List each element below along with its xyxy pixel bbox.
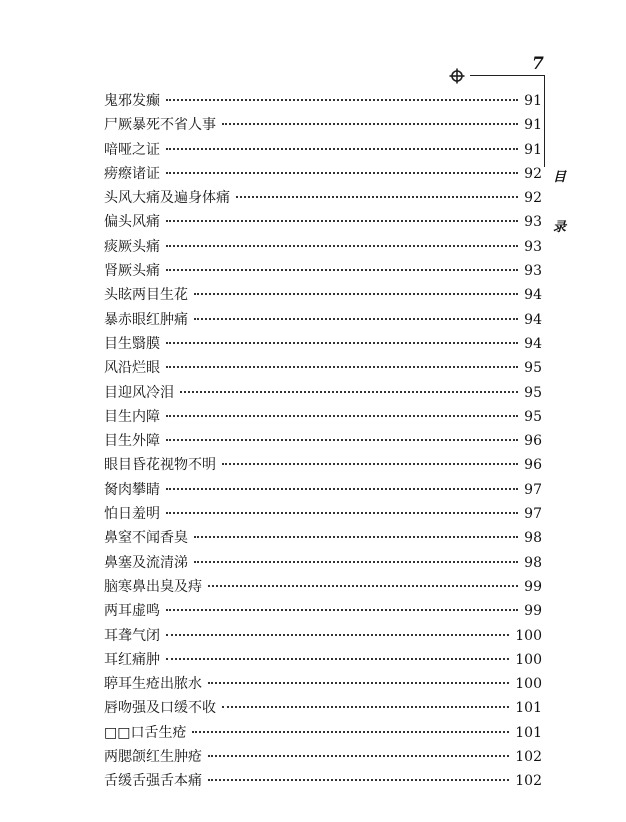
dot-leader	[222, 706, 509, 708]
toc-entry-page: 98	[524, 554, 542, 571]
toc-entry[interactable]	[104, 333, 542, 357]
dot-leader	[208, 779, 509, 781]
dot-leader	[208, 585, 518, 587]
toc-entry[interactable]	[104, 454, 542, 478]
toc-entry-page: 101	[515, 700, 542, 717]
dot-leader	[166, 148, 518, 150]
toc-entry-page: 93	[524, 263, 542, 280]
toc-entry[interactable]	[104, 211, 542, 235]
toc-entry-title: □□口舌生疮	[104, 724, 187, 741]
toc-entry-title: 脑寒鼻出臭及痔	[104, 578, 202, 595]
toc-entry[interactable]	[104, 600, 542, 624]
toc-entry-page: 95	[524, 384, 542, 401]
toc-entry-title: 唇吻强及口缓不收	[104, 700, 216, 717]
toc-entry[interactable]	[104, 284, 542, 308]
toc-entry-title: 暴赤眼红肿痛	[104, 311, 188, 328]
toc-entry-page: 93	[524, 214, 542, 231]
side-label-top: 目	[553, 170, 567, 185]
toc-entry[interactable]	[104, 406, 542, 430]
toc-entry-title: 尸厥暴死不省人事	[104, 117, 216, 134]
toc-entry-page: 99	[524, 578, 542, 595]
toc-entry-page: 102	[515, 773, 542, 790]
toc-entry-page: 94	[524, 311, 542, 328]
header-rule	[470, 75, 528, 76]
dot-leader	[166, 172, 518, 174]
side-label-bottom: 录	[553, 220, 567, 235]
side-rule	[544, 75, 545, 167]
dot-leader	[192, 731, 509, 733]
dot-leader	[166, 99, 518, 101]
toc-entry[interactable]	[104, 90, 542, 114]
toc-entry-page: 100	[515, 676, 542, 693]
toc-entry[interactable]	[104, 576, 542, 600]
toc-entry-title: 鼻塞及流清涕	[104, 554, 188, 571]
toc-entry[interactable]	[104, 527, 542, 551]
toc-entry[interactable]	[104, 625, 542, 649]
toc-entry[interactable]	[104, 163, 542, 187]
dot-leader	[166, 488, 518, 490]
toc-entry[interactable]	[104, 649, 542, 673]
toc-entry-title: 胬肉攀睛	[104, 481, 160, 498]
toc-entry-page: 100	[515, 627, 542, 644]
toc-entry-title: 两腮颌红生肿疮	[104, 749, 202, 766]
toc-entry[interactable]	[104, 236, 542, 260]
ornament-icon	[449, 68, 465, 84]
toc-entry-title: 耳聋气闭	[104, 627, 160, 644]
toc-entry[interactable]	[104, 552, 542, 576]
dot-leader	[166, 609, 518, 611]
toc-entry-title: 两耳虚鸣	[104, 603, 160, 620]
toc-entry-page: 92	[524, 165, 542, 182]
toc-entry-page: 100	[515, 651, 542, 668]
toc-entry-page: 95	[524, 360, 542, 377]
toc-entry-page: 98	[524, 530, 542, 547]
toc-entry[interactable]	[104, 430, 542, 454]
toc-entry-title: 怕日羞明	[104, 506, 160, 523]
toc-entry[interactable]	[104, 503, 542, 527]
dot-leader	[166, 634, 509, 636]
toc-entry-page: 94	[524, 287, 542, 304]
dot-leader	[222, 123, 518, 125]
toc-entry-page: 91	[524, 117, 542, 134]
toc-entry-title: 痰厥头痛	[104, 238, 160, 255]
dot-leader	[166, 220, 518, 222]
toc-entry[interactable]	[104, 260, 542, 284]
dot-leader	[194, 293, 518, 295]
dot-leader	[208, 682, 509, 684]
toc-entry-page: 91	[524, 93, 542, 109]
dot-leader	[166, 658, 509, 660]
dot-leader	[166, 269, 518, 271]
dot-leader	[166, 512, 518, 514]
toc-entry-page: 97	[524, 506, 542, 523]
toc-entry-title: 喑哑之证	[104, 141, 160, 158]
toc-entry-title: 头眩两目生花	[104, 287, 188, 304]
toc-entry-page: 96	[524, 433, 542, 450]
toc-entry[interactable]	[104, 479, 542, 503]
dot-leader	[180, 391, 518, 393]
toc-entry[interactable]	[104, 114, 542, 138]
toc-entry-title: 眼目昏花视物不明	[104, 457, 216, 474]
toc-entry-page: 94	[524, 335, 542, 352]
toc-entry-title: 鬼邪发癫	[104, 93, 160, 109]
toc-entry[interactable]	[104, 382, 542, 406]
toc-entry-title: 目生内障	[104, 408, 160, 425]
toc-entry[interactable]	[104, 697, 542, 721]
toc-entry-title: 目生翳膜	[104, 335, 160, 352]
dot-leader	[166, 366, 518, 368]
toc-entry[interactable]	[104, 139, 542, 163]
dot-leader	[236, 196, 518, 198]
toc-entry-page: 101	[515, 724, 542, 741]
toc-entry[interactable]	[104, 770, 542, 794]
toc-entry[interactable]	[104, 746, 542, 770]
toc-entry[interactable]	[104, 357, 542, 381]
toc-entry-page: 93	[524, 238, 542, 255]
toc-entry-title: 痨瘵诸证	[104, 165, 160, 182]
dot-leader	[166, 439, 518, 441]
dot-leader	[222, 463, 518, 465]
toc-entry-title: 风沿烂眼	[104, 360, 160, 377]
toc-entry-page: 96	[524, 457, 542, 474]
toc-entry-title: 偏头风痛	[104, 214, 160, 231]
toc-entry-title: 头风大痛及遍身体痛	[104, 190, 230, 207]
toc-entry-page: 92	[524, 190, 542, 207]
toc-entry-title: 舌缓舌强舌本痛	[104, 773, 202, 790]
dot-leader	[194, 536, 518, 538]
side-rule-top	[528, 75, 544, 76]
toc-entry-page: 95	[524, 408, 542, 425]
toc-entry-title: 肾厥头痛	[104, 263, 160, 280]
dot-leader	[194, 561, 518, 563]
table-of-contents	[104, 90, 542, 795]
toc-entry[interactable]	[104, 309, 542, 333]
dot-leader	[194, 318, 518, 320]
toc-entry-title: 目迎风冷泪	[104, 384, 174, 401]
toc-entry[interactable]	[104, 187, 542, 211]
toc-entry-page: 97	[524, 481, 542, 498]
dot-leader	[166, 415, 518, 417]
toc-entry-title: 目生外障	[104, 433, 160, 450]
page-number: 7	[532, 54, 544, 74]
toc-entry-page: 102	[515, 749, 542, 766]
dot-leader	[166, 342, 518, 344]
toc-entry[interactable]	[104, 722, 542, 746]
dot-leader	[166, 245, 518, 247]
toc-entry-title: 耳红痛肿	[104, 651, 160, 668]
toc-entry-title: 鼻窒不闻香臭	[104, 530, 188, 547]
toc-entry-page: 99	[524, 603, 542, 620]
toc-entry[interactable]	[104, 673, 542, 697]
toc-entry-title: 聤耳生疮出脓水	[104, 676, 202, 693]
dot-leader	[208, 755, 509, 757]
toc-entry-page: 91	[524, 141, 542, 158]
